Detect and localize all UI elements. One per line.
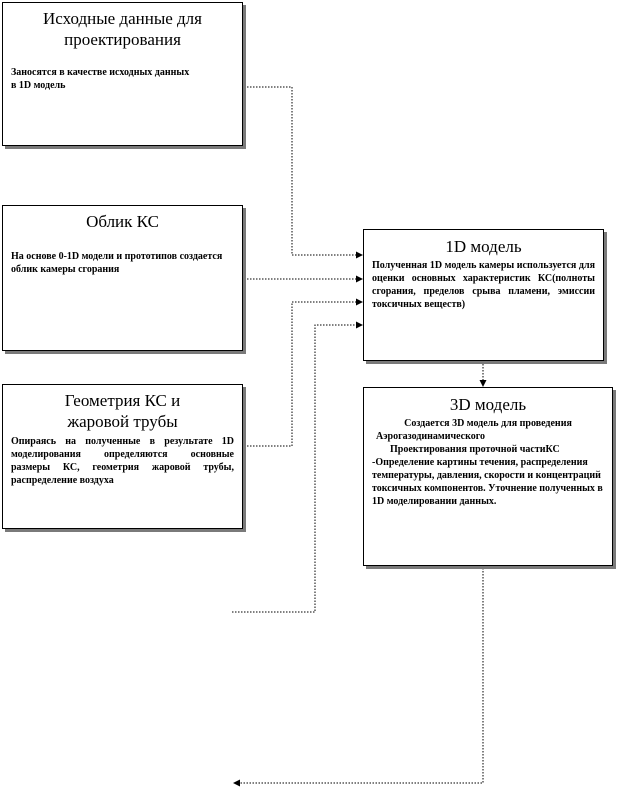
model-1d-box [363,229,604,361]
model-1d-text: Полученная 1D модель камеры используется для оценки основных характеристик КС(полноты сгорания, пределов срыва пламени, эмиссии токсичных веществ) [372,260,595,310]
model-3d-line1: Создается 3D модель для проведения [404,418,572,429]
model-1d-title: 1D модель [445,237,522,256]
geometry-box [2,384,243,529]
arrow-geometry-to-1d [232,302,362,446]
shape-title: Облик КС [86,212,159,231]
source-data-text: Заносятся в качестве исходных данных в 1D модель [11,67,190,91]
source-data-box [2,2,243,146]
model-3d-box [363,387,613,566]
source-data-title: Исходные данные для проектирования [43,9,202,49]
shape-box [2,205,243,351]
arrow-3d-return [234,568,483,783]
geometry-title: Геометрия КС и жаровой трубы [64,391,181,431]
model-3d-line3: Проектирования проточной частиКС -Определение картины течения, распределения температуры, давления, скорости и концентраций токсичных компонентов. Уточнение полученных в 1D моделировании данных. [372,444,603,507]
arrow-feedback-to-1d [232,325,362,612]
arrow-source-to-1d [232,87,362,255]
geometry-text: Опираясь на полученные в результате 1D моделирования определяются основные размеры КС, геометрия жаровой трубы, распределение воздуха [11,436,234,486]
shape-text: На основе 0-1D модели и прототипов создается облик камеры сгорания [11,251,223,275]
model-3d-title: 3D модель [449,395,527,414]
model-3d-line2: Аэрогазодинамического [376,431,486,442]
